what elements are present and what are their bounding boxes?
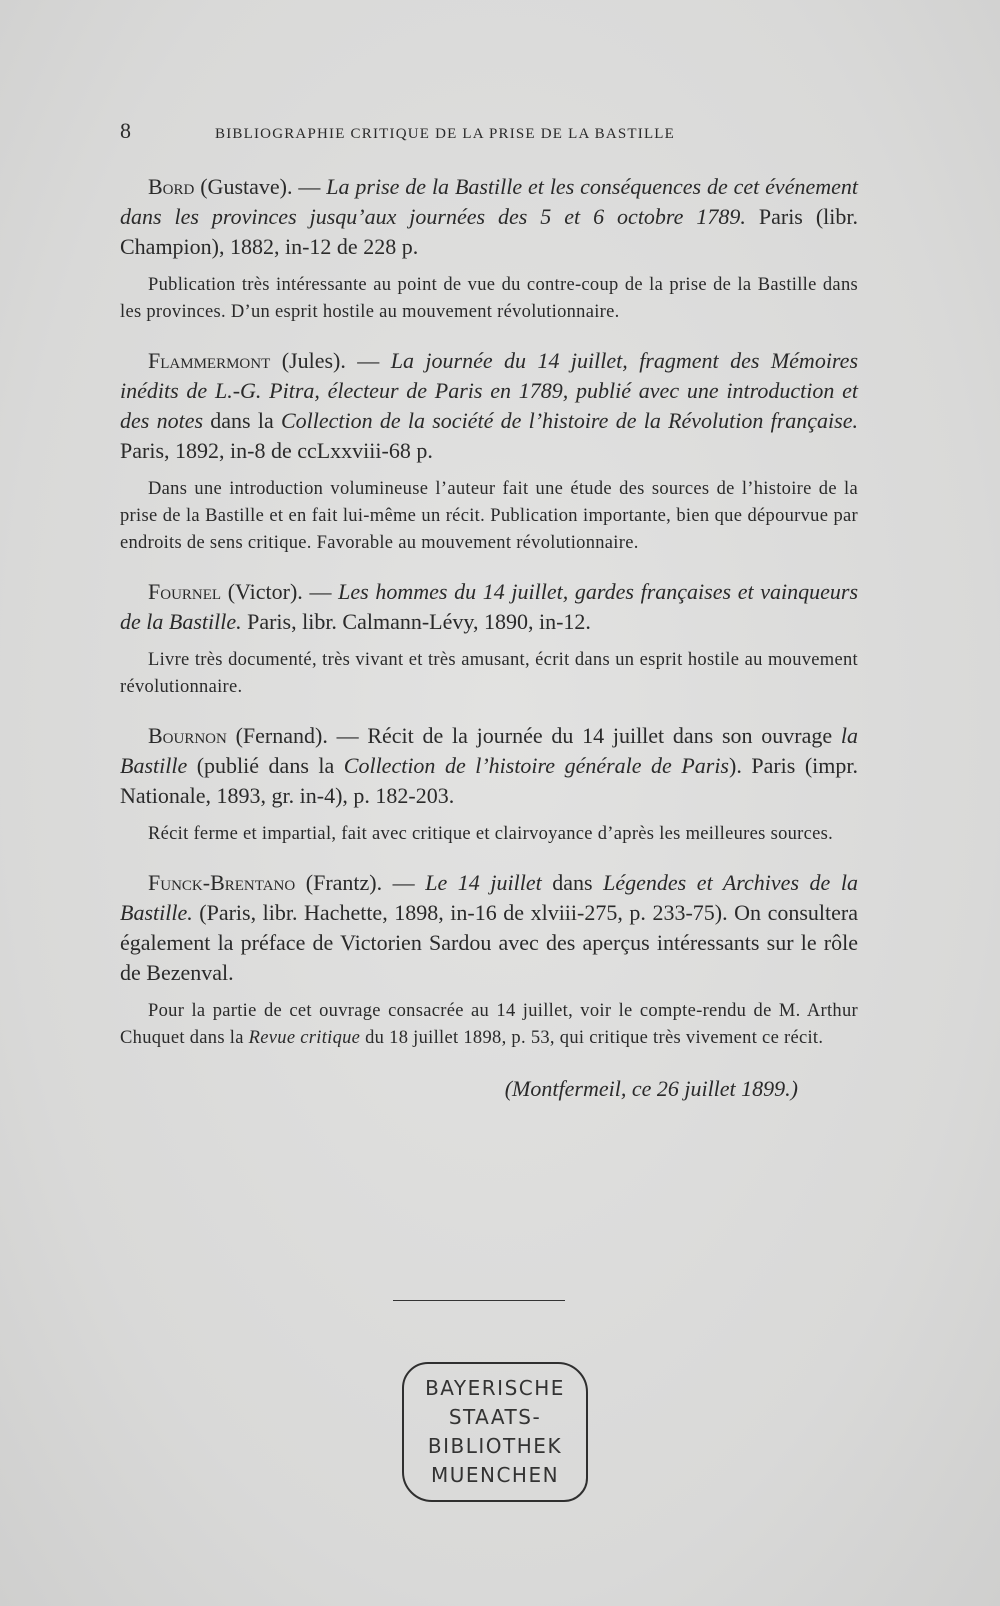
entry-lead-text: Récit de la journée du 14 juillet dans son ouvrage (367, 723, 841, 748)
publication-info: (Paris, libr. Hachette, 1898, in-16 de xlviii-275, p. 233-75). On consultera également la préface de Victorien Sardou avec des aperçus intéressants sur le rôle de Bezenval. (120, 900, 858, 985)
running-head (120, 118, 860, 152)
stamp-line: STAATS- (448, 1405, 542, 1429)
author-firstname: (Jules). (270, 348, 346, 373)
collection-title: Légendes et Archives de la Bastille. (120, 870, 858, 925)
entry-note (120, 998, 858, 1052)
bibliography-entry (120, 721, 858, 811)
work-title: La prise de la Bastille et les conséquences de cet événement dans les provinces jusqu’aux journées des 5 et 6 octobre 1789. (120, 174, 858, 229)
author-surname: Bord (148, 174, 195, 199)
entry-dash: — (292, 174, 327, 199)
stamp-line: BIBLIOTHEK (427, 1434, 563, 1458)
work-title: Le 14 juillet (425, 870, 542, 895)
stamp-line: BAYERISCHE (425, 1376, 565, 1400)
dateline-signature: (Montfermeil, ce 26 juillet 1899.) (504, 1076, 798, 1101)
entry-note: Récit ferme et impartial, fait avec critique et clairvoyance d’après les meilleures sources. (148, 824, 834, 844)
publication-info: Paris, libr. Calmann-Lévy, 1890, in-12. (241, 609, 591, 634)
publication-info: ). Paris (impr. Nationale, 1893, gr. in-4), p. 182-203. (120, 753, 859, 808)
entry-note: Livre très documenté, très vivant et très amusant, écrit dans un esprit hostile au mouvement révolutionnaire. (120, 650, 858, 697)
author-surname: Flammermont (148, 348, 271, 373)
note-text: Pour la partie de cet ouvrage consacrée au 14 juillet, voir le compte-rendu de M. Arthur Chuquet dans la (120, 1001, 858, 1048)
entry-note: Dans une introduction volumineuse l’auteur fait une étude des sources de l’histoire de la prise de la Bastille et en fait lui-même un récit. Publication importante, bien que dépourvue par endroits de sens critique. Favorable au mouvement révolutionnaire. (120, 479, 858, 553)
author-firstname: (Frantz). (295, 870, 383, 895)
work-title: Les hommes du 14 juillet, gardes françaises et vainqueurs de la Bastille. (120, 579, 859, 634)
page-number: 8 (120, 118, 131, 143)
entry-dash: — (327, 723, 368, 748)
author-firstname: (Fernand). (226, 723, 328, 748)
entry-dash: — (302, 579, 339, 604)
entry-dash: — (345, 348, 391, 373)
closing-rule (393, 1300, 565, 1301)
stamp-line: MUENCHEN (430, 1463, 560, 1487)
entry-dash: — (382, 870, 426, 895)
bibliography-entry (120, 346, 858, 466)
page-body (120, 172, 858, 1102)
work-title: la Bastille (120, 723, 859, 778)
connector-text: (publié dans la (187, 753, 344, 778)
bibliography-entry (120, 868, 858, 988)
collection-title: Collection de la société de l’histoire de la Révolution française. (280, 408, 858, 433)
author-surname: Funck-Brentano (148, 870, 296, 895)
running-title: BIBLIOGRAPHIE CRITIQUE DE LA PRISE DE LA BASTILLE (215, 126, 676, 142)
work-title: La journée du 14 juillet, fragment des Mémoires inédits de L.-G. Pitra, électeur de Paris en 1789, publié avec une introduction et des notes (120, 348, 858, 433)
collection-title: Collection de l’histoire générale de Paris (343, 753, 729, 778)
journal-title: Revue critique (248, 1028, 361, 1048)
author-surname: Bournon (148, 723, 227, 748)
publication-info: Paris (libr. Champion), 1882, in-12 de 228 p. (120, 204, 858, 259)
author-firstname: (Gustave). (194, 174, 293, 199)
publication-info: Paris, 1892, in-8 de ccLxxviii-68 p. (120, 438, 433, 463)
author-firstname: (Victor). (221, 579, 303, 604)
library-stamp (402, 1362, 588, 1502)
entry-note: Publication très intéressante au point de vue du contre-coup de la prise de la Bastille dans les provinces. D’un esprit hostile au mouvement révolutionnaire. (120, 275, 858, 322)
bibliography-entry (120, 172, 858, 262)
bibliography-entry (120, 577, 858, 637)
connector-text: dans la (203, 408, 281, 433)
author-surname: Fournel (148, 579, 222, 604)
connector-text: dans (541, 870, 604, 895)
note-text-end: du 18 juillet 1898, p. 53, qui critique très vivement ce récit. (360, 1028, 824, 1048)
